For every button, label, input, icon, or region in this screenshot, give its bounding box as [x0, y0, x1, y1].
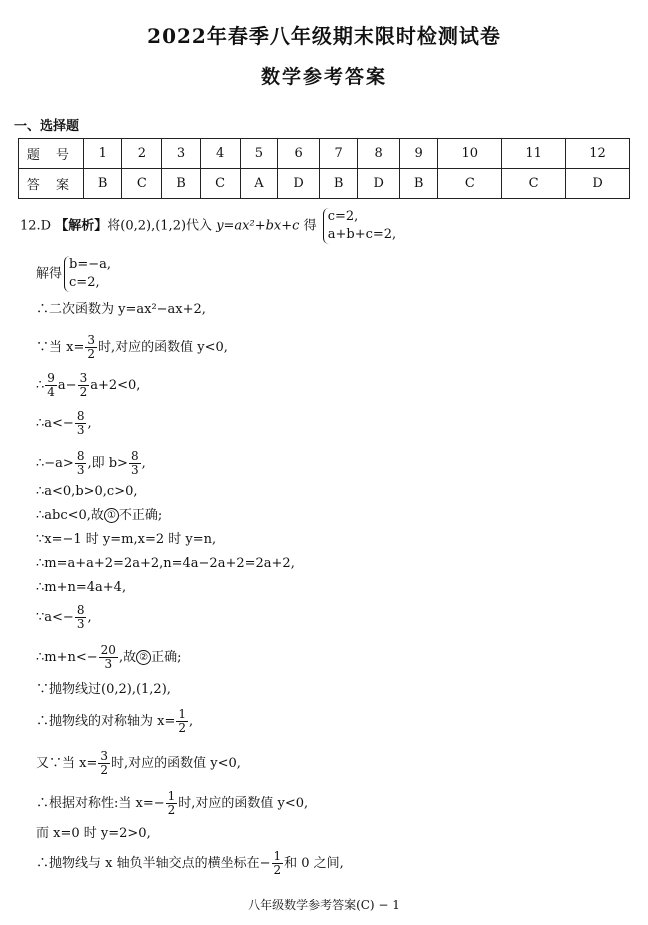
page-footer: 八年级数学参考答案(C) − 1	[248, 898, 400, 912]
table-cell: 12	[566, 139, 630, 169]
table-cell: A	[240, 169, 278, 199]
table-cell: 4	[200, 139, 240, 169]
solution-line-18: ∴根据对称性:当 x=− $\frac{1}{2}$ 时,对应的函数值 y<0,	[36, 789, 309, 817]
table-cell: 11	[502, 139, 566, 169]
row-label: 答 案	[19, 169, 84, 199]
table-cell: C	[438, 169, 502, 199]
page-subtitle: 数学参考答案	[260, 66, 387, 88]
solution-line-19: 而 x=0 时 y=2>0,	[36, 826, 151, 841]
table-cell: C	[200, 169, 240, 199]
table-cell: D	[278, 169, 320, 199]
table-cell: B	[162, 169, 200, 199]
solution-line-4: ∵当 x= $\frac{3}{2}$ 时,对应的函数值 y<0,	[36, 333, 228, 361]
table-cell: 1	[84, 139, 122, 169]
solution-line-6: ∴a<− $\frac{8}{3}$ ,	[36, 409, 92, 437]
table-cell: D	[358, 169, 400, 199]
table-cell: 10	[438, 139, 502, 169]
table-cell: 8	[358, 139, 400, 169]
solution-line-15: ∵抛物线过(0,2),(1,2),	[36, 682, 171, 697]
table-cell: 5	[240, 139, 278, 169]
solution-line-3: ∴二次函数为 y=ax²−ax+2,	[36, 302, 206, 317]
table-cell: 2	[122, 139, 162, 169]
table-cell: 3	[162, 139, 200, 169]
equation-system: c=2, a+b+c=2,	[323, 208, 396, 244]
answer-table	[18, 138, 630, 199]
table-cell: B	[84, 169, 122, 199]
solution-line-9: ∴abc<0,故 ① 不正确;	[36, 508, 163, 523]
solution-line-5: ∴ $\frac{9}{4}$ a− $\frac{3}{2}$ a+2<0,	[36, 371, 141, 399]
table-row	[19, 169, 630, 199]
solution-line-7: ∴−a> $\frac{8}{3}$ ,即 b> $\frac{8}{3}$ ,	[36, 449, 146, 477]
solution-line-17: 又∵当 x= $\frac{3}{2}$ 时,对应的函数值 y<0,	[36, 749, 241, 777]
table-cell: C	[502, 169, 566, 199]
solution-line-1: 12.D 【解析】将(0,2),(1,2)代入 y=ax²+bx+c 得 c=2, a+b+c=2,	[20, 209, 397, 242]
table-cell: 9	[399, 139, 437, 169]
solution-line-2: 解得 b=−a, c=2,	[36, 257, 112, 290]
row-label: 题 号	[19, 139, 84, 169]
solution-line-11: ∴m=a+a+2=2a+2,n=4a−2a+2=2a+2,	[36, 556, 295, 571]
solution-line-12: ∴m+n=4a+4,	[36, 580, 127, 595]
equation-system: b=−a, c=2,	[64, 256, 111, 292]
solution-line-20: ∴抛物线与 x 轴负半轴交点的横坐标在− $\frac{1}{2}$ 和 0 之间,	[36, 849, 344, 877]
table-cell: D	[566, 169, 630, 199]
solution-line-10: ∵x=−1 时 y=m,x=2 时 y=n,	[36, 532, 217, 547]
table-cell: C	[122, 169, 162, 199]
table-cell: 6	[278, 139, 320, 169]
table-row	[19, 139, 630, 169]
solution-line-14: ∴m+n<− $\frac{20}{3}$ ,故 ② 正确;	[36, 643, 182, 671]
solution-line-13: ∵a<− $\frac{8}{3}$ ,	[36, 603, 92, 631]
table-cell: B	[399, 169, 437, 199]
table-cell: B	[319, 169, 357, 199]
section-heading: 一、选择题	[14, 119, 80, 134]
solution-line-16: ∴抛物线的对称轴为 x= $\frac{1}{2}$ ,	[36, 707, 194, 735]
table-cell: 7	[319, 139, 357, 169]
page-title: 2022年春季八年级期末限时检测试卷	[147, 24, 501, 48]
solution-line-8: ∴a<0,b>0,c>0,	[36, 484, 138, 499]
